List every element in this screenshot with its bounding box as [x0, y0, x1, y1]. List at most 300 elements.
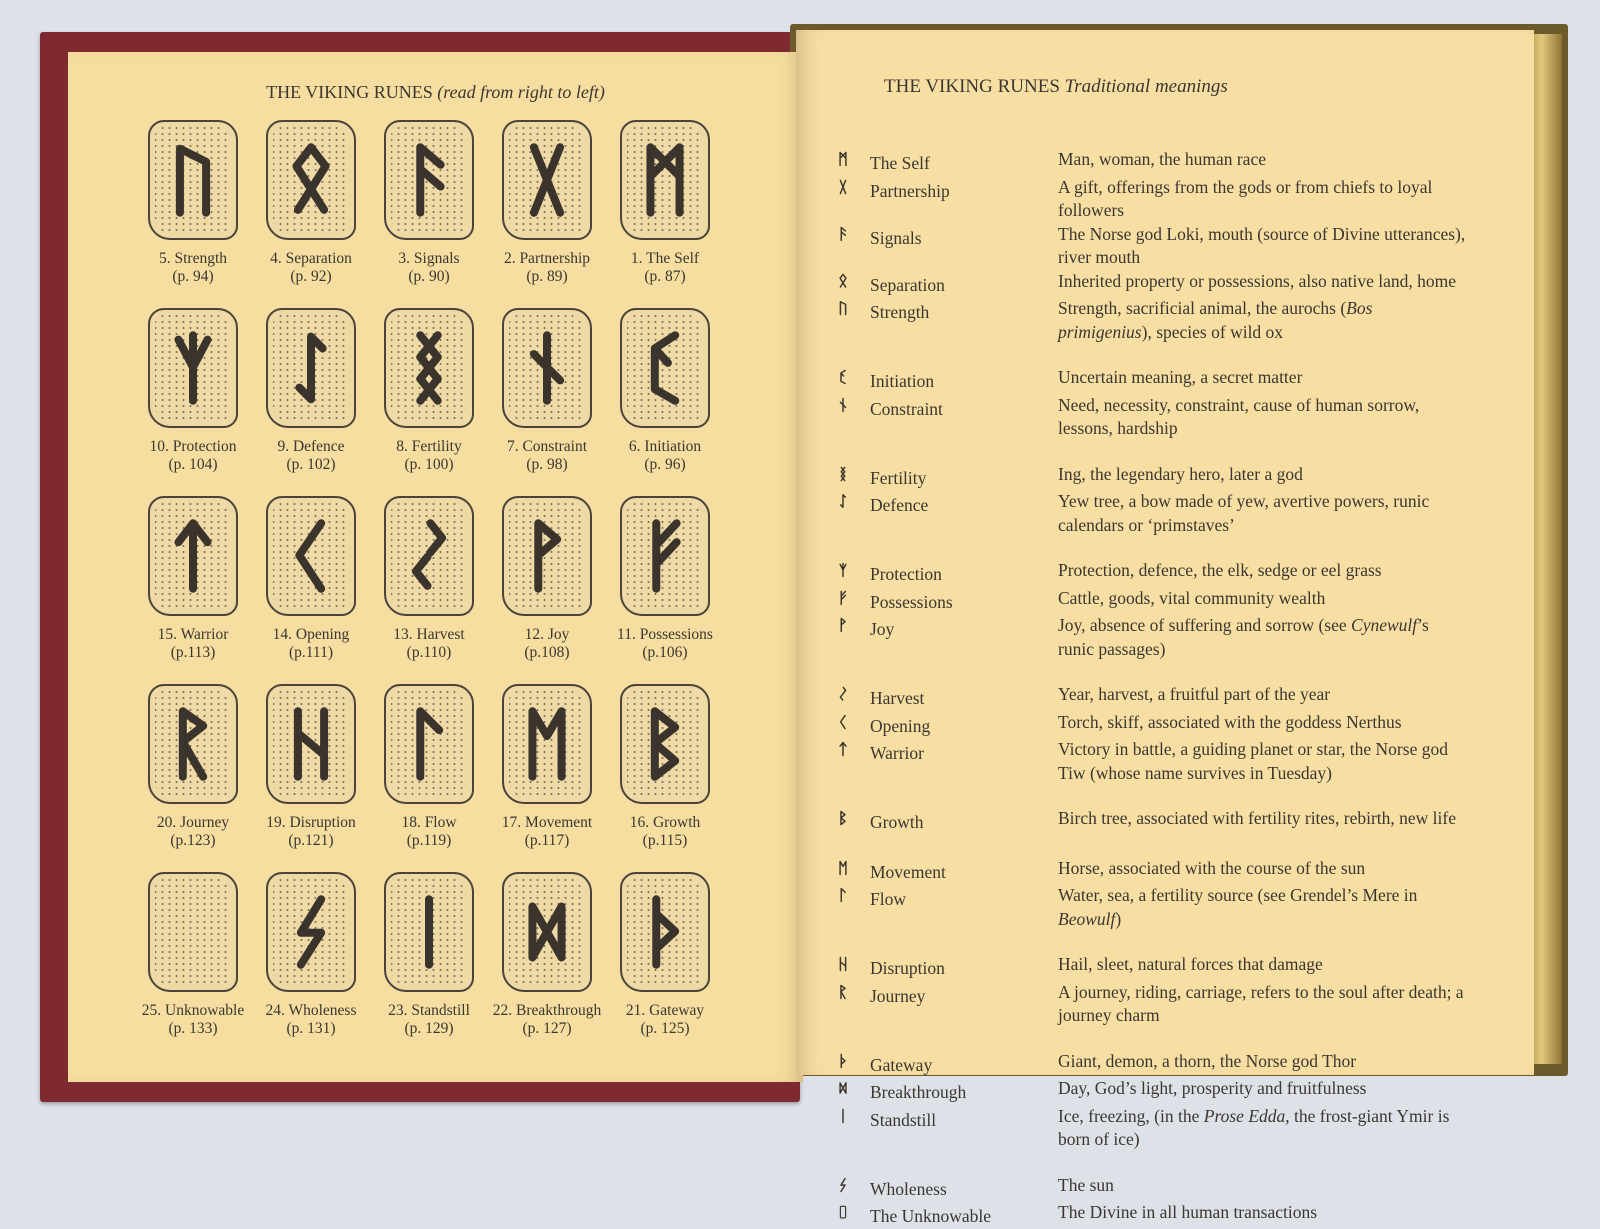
rune-label: 9. Defence	[277, 438, 345, 455]
rune-stone-card	[488, 120, 606, 308]
gateway-stone	[620, 872, 710, 992]
rune-caption	[157, 814, 229, 850]
rune-glyph	[824, 1077, 862, 1105]
meaning-row	[796, 394, 1534, 441]
rune-label: 25. Unknowable	[141, 1002, 245, 1019]
rune-caption	[158, 626, 229, 662]
rune-glyph	[824, 807, 862, 835]
rune-page-ref: (p. 104)	[168, 456, 218, 473]
growth-rune-icon	[837, 810, 849, 826]
rune-caption	[277, 438, 344, 474]
possessions-rune-icon	[837, 590, 849, 606]
wholeness-rune-icon	[281, 892, 341, 972]
rune-meaning	[1058, 953, 1468, 981]
rune-stone-card	[252, 308, 370, 496]
meaning-text: Cattle, goods, vital community wealth	[1058, 587, 1326, 608]
rune-caption	[502, 814, 592, 850]
initiation-rune-icon	[635, 328, 695, 408]
constraint-rune-icon	[517, 328, 577, 408]
rune-caption	[266, 814, 356, 850]
rune-meaning	[1058, 1174, 1468, 1202]
rune-stone-card	[606, 308, 724, 496]
meaning-text: A journey, riding, carriage, refers to the soul after death; a journey charm	[1058, 981, 1464, 1025]
meaning-row	[796, 1105, 1534, 1152]
meaning-row	[796, 1201, 1534, 1229]
fertility-rune-icon	[399, 328, 459, 408]
rune-page-ref: (p. 129)	[404, 1020, 454, 1037]
rune-page-ref: (p. 96)	[644, 456, 686, 473]
rune-stone-card	[370, 120, 488, 308]
meaning-text: The Divine in all human transactions	[1058, 1202, 1318, 1222]
rune-page-ref: (p. 98)	[526, 456, 568, 473]
rune-meaning	[1058, 394, 1468, 441]
strength-rune-icon	[163, 140, 223, 220]
meaning-row	[796, 559, 1534, 587]
partnership-stone	[502, 120, 592, 240]
rune-name: Joy	[870, 619, 895, 639]
rune-caption	[150, 438, 237, 474]
rune-meaning	[1058, 1201, 1468, 1229]
signals-rune-icon	[399, 140, 459, 220]
rune-caption	[142, 1002, 244, 1038]
rune-name: Warrior	[870, 743, 924, 763]
rune-meaning	[1058, 270, 1468, 298]
rune-meaning	[1058, 1077, 1468, 1105]
flow-stone	[384, 684, 474, 804]
rune-stone-grid	[134, 120, 724, 1060]
protection-rune-icon	[837, 562, 849, 578]
constraint-stone	[502, 308, 592, 428]
rune-meaning	[1058, 490, 1468, 537]
separation-stone	[266, 120, 356, 240]
meaning-text: Inherited property or possessions, also native land, home	[1058, 270, 1457, 291]
rune-meaning	[1058, 1105, 1468, 1152]
rune-stone-card	[370, 684, 488, 872]
rune-name: Separation	[870, 274, 945, 295]
rune-page-ref: (p. 94)	[172, 268, 214, 285]
meaning-row	[796, 1050, 1534, 1078]
right-page-title: THE VIKING RUNES Traditional meanings	[884, 76, 1228, 97]
standstill-rune-icon	[837, 1108, 849, 1124]
growth-rune-icon	[635, 704, 695, 784]
rune-caption	[629, 438, 701, 474]
unknowable-stone	[148, 872, 238, 992]
meaning-text: Year, harvest, a fruitful part of the year	[1058, 684, 1331, 704]
rune-label: 2. Partnership	[503, 250, 591, 267]
rune-label: 19. Disruption	[266, 814, 356, 831]
rune-meaning	[1058, 884, 1468, 931]
rune-label: 22. Breakthrough	[492, 1002, 602, 1019]
meaning-row	[796, 857, 1534, 885]
rune-label: 13. Harvest	[393, 626, 465, 643]
rune-stone-card	[134, 872, 252, 1060]
rune-meaning	[1058, 1050, 1468, 1078]
self-rune-icon	[837, 151, 849, 167]
rune-meaning	[1058, 297, 1468, 344]
rune-glyph	[824, 223, 862, 270]
rune-page-ref: (p.113)	[170, 644, 216, 661]
rune-glyph	[824, 559, 862, 587]
rune-glyph	[824, 981, 862, 1028]
journey-rune-icon	[837, 984, 849, 1000]
rune-meaning	[1058, 176, 1468, 223]
defence-rune-icon	[281, 328, 341, 408]
rune-label: 14. Opening	[272, 626, 350, 643]
rune-name: Journey	[870, 985, 926, 1006]
rune-caption	[524, 626, 569, 662]
partnership-rune-icon	[837, 179, 849, 195]
rune-stone-card	[134, 308, 252, 496]
meaning-row	[796, 711, 1534, 739]
rune-glyph	[824, 394, 862, 441]
right-page	[796, 30, 1534, 1226]
rune-caption	[401, 814, 456, 850]
movement-stone	[502, 684, 592, 804]
meaning-text: Need, necessity, constraint, cause of human sorrow, lessons, hardship	[1058, 394, 1420, 438]
meaning-text: Uncertain meaning, a secret matter	[1058, 367, 1303, 387]
meaning-text: Joy, absence of suffering and sorrow (see	[1058, 615, 1352, 635]
rune-caption	[507, 438, 587, 474]
rune-stone-card	[370, 308, 488, 496]
meaning-text: A gift, offerings from the gods or from chiefs to loyal followers	[1058, 176, 1433, 220]
opening-stone	[266, 496, 356, 616]
constraint-rune-icon	[837, 397, 849, 413]
signals-stone	[384, 120, 474, 240]
initiation-stone	[620, 308, 710, 428]
defence-rune-icon	[837, 493, 849, 509]
meaning-row	[796, 366, 1534, 394]
rune-stone-card	[606, 496, 724, 684]
rune-stone-card	[488, 496, 606, 684]
rune-meaning	[1058, 223, 1468, 270]
rune-name: Growth	[870, 812, 924, 832]
rune-glyph	[824, 953, 862, 981]
rune-meaning	[1058, 711, 1468, 739]
meaning-row	[796, 807, 1534, 835]
rune-stone-card	[252, 872, 370, 1060]
disruption-rune-icon	[281, 704, 341, 784]
gateway-rune-icon	[635, 892, 695, 972]
meaning-row	[796, 884, 1534, 931]
rune-stone-card	[488, 872, 606, 1060]
rune-caption	[388, 1002, 470, 1038]
meaning-text: Man, woman, the human race	[1058, 149, 1266, 169]
rune-page-ref: (p.110)	[406, 644, 452, 661]
joy-stone	[502, 496, 592, 616]
rune-meaning	[1058, 463, 1468, 491]
rune-name: Constraint	[870, 398, 943, 419]
possessions-stone	[620, 496, 710, 616]
standstill-stone	[384, 872, 474, 992]
strength-rune-icon	[837, 300, 849, 316]
meaning-text: Horse, associated with the course of the sun	[1058, 857, 1366, 878]
meaning-text: Giant, demon, a thorn, the Norse god Thor	[1058, 1050, 1357, 1071]
meaning-row	[796, 981, 1534, 1028]
rune-meaning	[1058, 148, 1468, 176]
rune-name: Possessions	[870, 591, 953, 612]
strength-stone	[148, 120, 238, 240]
rune-page-ref: (p. 90)	[408, 268, 450, 285]
rune-caption	[398, 250, 459, 286]
flow-rune-icon	[837, 887, 849, 903]
rune-glyph	[824, 683, 862, 711]
rune-stone-card	[134, 684, 252, 872]
wholeness-stone	[266, 872, 356, 992]
meaning-text: Ing, the legendary hero, later a god	[1058, 463, 1303, 484]
fertility-rune-icon	[837, 466, 849, 482]
rune-stone-card	[606, 120, 724, 308]
meaning-text: Bos primigenius	[1058, 298, 1373, 342]
breakthrough-rune-icon	[517, 892, 577, 972]
meaning-row	[796, 587, 1534, 615]
rune-name: Flow	[870, 889, 906, 909]
rune-glyph	[824, 490, 862, 537]
rune-meaning	[1058, 683, 1468, 711]
defence-stone	[266, 308, 356, 428]
initiation-rune-icon	[837, 369, 849, 385]
separation-rune-icon	[837, 273, 849, 289]
meaning-row	[796, 223, 1534, 270]
rune-label: 24. Wholeness	[265, 1002, 357, 1019]
rune-meaning	[1058, 738, 1468, 785]
rune-name: Defence	[870, 495, 929, 515]
meaning-row	[796, 176, 1534, 223]
meaning-text: Beowulf	[1058, 908, 1116, 929]
meaning-row	[796, 297, 1534, 344]
meaning-text: Birch tree, associated with fertility rites, rebirth, new life	[1058, 808, 1456, 828]
rune-label: 17. Movement	[501, 814, 593, 831]
rune-page-ref: (p. 133)	[168, 1020, 218, 1037]
rune-glyph	[824, 857, 862, 885]
rune-caption	[270, 250, 352, 286]
rune-name: Fertility	[870, 467, 927, 488]
rune-meanings-list	[796, 148, 1534, 1229]
rune-label: 6. Initiation	[628, 438, 702, 455]
joy-rune-icon	[517, 516, 577, 596]
meaning-text: Torch, skiff, associated with the goddess Nerthus	[1058, 711, 1402, 732]
rune-page-ref: (p.108)	[524, 644, 570, 661]
rune-label: 4. Separation	[270, 250, 352, 267]
rune-glyph	[824, 1174, 862, 1202]
warrior-rune-icon	[163, 516, 223, 596]
left-page	[68, 52, 803, 1082]
rune-glyph	[824, 463, 862, 491]
meaning-text: ), species of wild ox	[1141, 321, 1284, 342]
rune-label: 23. Standstill	[388, 1002, 470, 1019]
rune-caption	[617, 626, 713, 662]
rune-page-ref: (p. 131)	[286, 1020, 336, 1037]
meaning-text: )	[1115, 908, 1122, 929]
meaning-row	[796, 463, 1534, 491]
rune-page-ref: (p. 92)	[290, 268, 332, 285]
rune-label: 12. Joy	[524, 626, 570, 643]
rune-glyph	[824, 148, 862, 176]
separation-rune-icon	[281, 140, 341, 220]
meaning-text: , the frost-giant Ymir is born of ice)	[1058, 1105, 1450, 1149]
rune-caption	[630, 814, 701, 850]
harvest-stone	[384, 496, 474, 616]
meaning-text: Protection, defence, the elk, sedge or eel grass	[1058, 560, 1382, 580]
meaning-text: ’s runic passages)	[1058, 615, 1429, 659]
rune-page-ref: (p. 125)	[640, 1020, 690, 1037]
rune-stone-card	[252, 120, 370, 308]
meaning-text: Prose Edda	[1203, 1105, 1286, 1126]
rune-name: Protection	[870, 564, 942, 584]
rune-glyph	[824, 270, 862, 298]
rune-glyph	[824, 297, 862, 344]
rune-label: 11. Possessions	[617, 626, 713, 643]
rune-name: Partnership	[870, 180, 950, 201]
rune-stone-card	[252, 684, 370, 872]
rune-glyph	[824, 587, 862, 615]
meaning-row	[796, 148, 1534, 176]
rune-page-ref: (p. 87)	[644, 268, 686, 285]
rune-caption	[493, 1002, 601, 1038]
rune-stone-card	[370, 496, 488, 684]
opening-rune-icon	[281, 516, 341, 596]
rune-page-ref: (p.121)	[288, 832, 334, 849]
meaning-text: The sun	[1058, 1174, 1114, 1195]
left-page-title: THE VIKING RUNES (read from right to left)	[266, 82, 605, 102]
rune-stone-card	[488, 684, 606, 872]
rune-meaning	[1058, 857, 1468, 885]
rune-page-ref: (p. 102)	[286, 456, 336, 473]
meaning-row	[796, 1077, 1534, 1105]
rune-caption	[626, 1002, 704, 1038]
rune-name: Signals	[870, 227, 922, 248]
fertility-stone	[384, 308, 474, 428]
meaning-text: Victory in battle, a guiding planet or star, the Norse god Tiw (whose name survives in Tuesday)	[1058, 739, 1448, 783]
rune-name: Harvest	[870, 688, 925, 708]
rune-glyph	[824, 1050, 862, 1078]
rune-page-ref: (p. 89)	[526, 268, 568, 285]
rune-label: 8. Fertility	[396, 438, 462, 455]
rune-caption	[266, 1002, 357, 1038]
meaning-text: Ice, freezing, (in the	[1058, 1105, 1204, 1126]
rune-meaning	[1058, 366, 1468, 394]
rune-name: Wholeness	[870, 1178, 947, 1199]
meaning-text: Day, God’s light, prosperity and fruitfulness	[1058, 1078, 1367, 1098]
rune-meaning	[1058, 559, 1468, 587]
rune-label: 10. Protection	[149, 438, 237, 455]
journey-stone	[148, 684, 238, 804]
rune-caption	[159, 250, 227, 286]
rune-meaning	[1058, 614, 1468, 661]
rune-stone-card	[606, 872, 724, 1060]
rune-name: Movement	[870, 861, 946, 882]
journey-rune-icon	[163, 704, 223, 784]
breakthrough-rune-icon	[837, 1080, 849, 1096]
meaning-row	[796, 683, 1534, 711]
rune-meaning	[1058, 981, 1468, 1028]
rune-label: 15. Warrior	[157, 626, 229, 643]
rune-glyph	[824, 1201, 862, 1229]
protection-rune-icon	[163, 328, 223, 408]
rune-page-ref: (p.111)	[288, 644, 334, 661]
rune-page-ref: (p.117)	[524, 832, 570, 849]
joy-rune-icon	[837, 617, 849, 633]
rune-glyph	[824, 711, 862, 739]
meaning-text: Strength, sacrificial animal, the aurochs (	[1058, 298, 1347, 318]
meaning-text: Hail, sleet, natural forces that damage	[1058, 954, 1323, 974]
self-rune-icon	[635, 140, 695, 220]
meaning-row	[796, 614, 1534, 661]
rune-name: Breakthrough	[870, 1082, 967, 1102]
opening-rune-icon	[837, 714, 849, 730]
rune-label: 3. Signals	[398, 250, 460, 267]
meaning-text: Water, sea, a fertility source (see Grendel’s Mere in	[1058, 885, 1418, 905]
rune-name: Opening	[870, 715, 931, 736]
rune-name: Initiation	[870, 371, 935, 391]
breakthrough-stone	[502, 872, 592, 992]
rune-stone-card	[606, 684, 724, 872]
rune-caption	[273, 626, 350, 662]
harvest-rune-icon	[399, 516, 459, 596]
warrior-stone	[148, 496, 238, 616]
rune-meaning	[1058, 807, 1468, 835]
rune-caption	[396, 438, 461, 474]
rune-stone-card	[134, 120, 252, 308]
rune-label: 18. Flow	[401, 814, 457, 831]
partnership-rune-icon	[517, 140, 577, 220]
rune-caption	[631, 250, 699, 286]
rune-name: The Self	[870, 153, 930, 173]
rune-glyph	[824, 1105, 862, 1152]
movement-rune-icon	[517, 704, 577, 784]
rune-glyph	[824, 176, 862, 223]
meaning-text: Cynewulf	[1351, 615, 1418, 635]
rune-label: 1. The Self	[630, 250, 700, 267]
movement-rune-icon	[837, 860, 849, 876]
rune-stone-card	[134, 496, 252, 684]
disruption-rune-icon	[837, 956, 849, 972]
rune-name: Strength	[870, 302, 930, 322]
gateway-rune-icon	[837, 1053, 849, 1069]
rune-label: 21. Gateway	[625, 1002, 705, 1019]
rune-page-ref: (p.106)	[642, 644, 688, 661]
rune-stone-card	[252, 496, 370, 684]
disruption-stone	[266, 684, 356, 804]
flow-rune-icon	[399, 704, 459, 784]
rune-name: Gateway	[870, 1054, 933, 1075]
meaning-row	[796, 490, 1534, 537]
rune-label: 20. Journey	[156, 814, 230, 831]
rune-stone-card	[370, 872, 488, 1060]
rune-page-ref: (p. 100)	[404, 456, 454, 473]
meaning-row	[796, 1174, 1534, 1202]
self-stone	[620, 120, 710, 240]
standstill-rune-icon	[399, 892, 459, 972]
rune-page-ref: (p.119)	[406, 832, 452, 849]
meaning-row	[796, 270, 1534, 298]
rune-caption	[504, 250, 590, 286]
unknowable-rune-icon	[837, 1204, 849, 1220]
rune-meaning	[1058, 587, 1468, 615]
rune-glyph	[824, 366, 862, 394]
rune-label: 5. Strength	[158, 250, 228, 267]
rune-page-ref: (p. 127)	[522, 1020, 572, 1037]
harvest-rune-icon	[837, 686, 849, 702]
meaning-text: Yew tree, a bow made of yew, avertive powers, runic calendars or ‘primstaves’	[1058, 491, 1430, 535]
rune-glyph	[824, 614, 862, 661]
rune-name: Disruption	[870, 958, 945, 978]
rune-caption	[393, 626, 464, 662]
warrior-rune-icon	[837, 741, 849, 757]
rune-page-ref: (p.123)	[170, 832, 216, 849]
rune-stone-card	[488, 308, 606, 496]
protection-stone	[148, 308, 238, 428]
signals-rune-icon	[837, 226, 849, 242]
